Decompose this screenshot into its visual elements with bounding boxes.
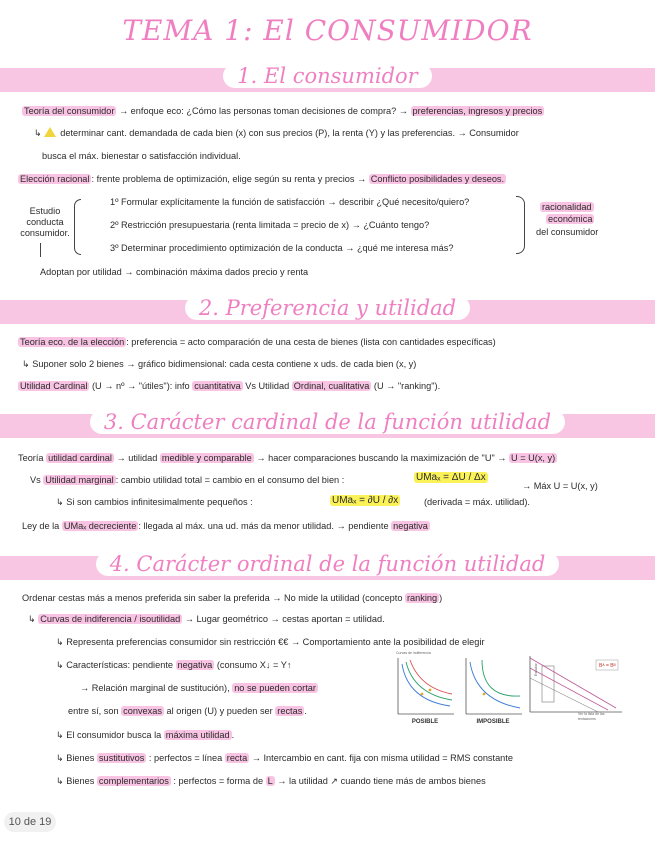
s4-line-5: → Relación marginal de sustitución), no se pueden cortar: [80, 683, 316, 693]
side-note-2: económica: [548, 214, 593, 224]
graph-possible-top: Curvas de indiferencia: [396, 651, 431, 655]
s3-line-1: Teoría utilidad cardinal → utilidad medible y comparable → hacer comparaciones buscando la maximización de "U" → U = U(x, y): [18, 453, 556, 463]
s3-line-4: Ley de la UMaₓ decreciente : llegada al máx. una ud. más da menor utilidad. → pendiente negativa: [22, 521, 428, 531]
graph-possible-svg: [394, 656, 456, 718]
s4-line-4: ↳ Características: pendiente negativa (consumo X↓ = Y↑: [56, 660, 292, 670]
graph-lines-note: Ver la lista de las tentaciones: [578, 712, 605, 721]
s4-line-1: Ordenar cestas más a menos preferida sin saber la preferida → No mide la utilidad (concepto ranking ): [22, 593, 443, 603]
graph-possible-caption: POSIBLE: [411, 719, 439, 725]
s1-adopt: Adoptan por utilidad → combinación máxima dados precio y renta: [40, 267, 309, 277]
s1-line-2: ↳ determinar cant. demandada de cada bien (x) con sus precios (P), la renta (Y) y las preferencias. → Consumidor: [34, 128, 519, 138]
s3-line-2: Vs Utilidad marginal : cambio utilidad total = cambio en el consumo del bien :: [30, 475, 345, 485]
max-utility: → Máx U = U(x, y): [522, 481, 598, 491]
s1-line-1: Teoría del consumidor → enfoque eco: ¿Cómo las personas toman decisiones de compra? → preferencias, ingresos y precios: [24, 106, 543, 116]
s4-line-7: ↳ El consumidor busca la máxima utilidad .: [56, 730, 235, 740]
step-1: 1º Formular explícitamente la función de satisfacción → describir ¿Qué necesito/quiero?: [110, 197, 470, 207]
s2-line-3: Utilidad Cardinal (U → nº → "útiles"): info cuantitativa Vs Utilidad Ordinal, cualitativa (U → "ranking").: [20, 381, 441, 391]
graph-impossible-caption: IMPOSIBLE: [476, 719, 510, 725]
formula-discrete: UMaₓ = ΔU / Δx: [416, 472, 486, 483]
left-brace: [74, 199, 81, 255]
section-4-heading: 4. Carácter ordinal de la función utilidad: [0, 552, 655, 576]
section-3-heading: 3. Carácter cardinal de la función utilidad: [0, 410, 655, 434]
side-note-3: del consumidor: [536, 227, 599, 237]
graph-impossible-svg: [462, 656, 524, 718]
s3-line-3: ↳ Si son cambios infinitesimalmente pequeños :: [56, 497, 253, 507]
s3-derivative-note: (derivada = máx. utilidad).: [424, 497, 530, 507]
graph-lines-tag: Estudiar: [534, 663, 538, 676]
page-indicator: 10 de 19: [4, 812, 56, 832]
section-2-heading: 2. Preferencia y utilidad: [0, 296, 655, 320]
s1-line-3: busca el máx. bienestar o satisfacción individual.: [42, 151, 241, 161]
s2-line-2: ↳ Suponer solo 2 bienes → gráfico bidimensional: cada cesta contiene x uds. de cada bien (x, y): [22, 359, 417, 369]
s4-line-9: ↳ Bienes complementarios : perfectos = forma de L → la utilidad ↗ cuando tiene más de ambos bienes: [56, 776, 486, 786]
right-brace: [516, 196, 525, 254]
s4-line-8: ↳ Bienes sustitutivos : perfectos = línea recta → Intercambio en cant. fija con misma utilidad = RMS constante: [56, 753, 513, 763]
formula-derivative: UMaₓ = ∂U / ∂x: [332, 495, 399, 506]
section-1-heading: 1. El consumidor: [0, 64, 655, 88]
step-3: 3º Determinar procedimiento optimización de la conducta → ¿qué me interesa más?: [110, 243, 454, 253]
warning-icon: [44, 127, 56, 137]
s4-line-6: entre sí, son convexas al origen (U) y pueden ser rectas .: [68, 706, 307, 716]
study-label: Estudio conducta consumidor.: [20, 206, 70, 238]
s2-line-1: Teoría eco. de la elección : preferencia = acto comparación de una cesta de bienes (lista con cantidades específicas): [20, 337, 496, 347]
graph-possible: [394, 656, 456, 718]
step-2: 2º Restricción presupuestaria (renta limitada = precio de x) → ¿Cuánto tengo?: [110, 220, 430, 230]
s4-line-2: ↳ Curvas de indiferencia / isoutilidad → Lugar geométrico → cestas aportan = utilidad.: [28, 614, 385, 624]
down-arrow: [40, 243, 41, 257]
svg-text:Bᴬ = Bᴮ: Bᴬ = Bᴮ: [599, 663, 616, 669]
s1-line-4: Elección racional : frente problema de optimización, elige según su renta y precios → Conflicto posibilidades y deseos.: [20, 174, 505, 184]
graph-impossible: [462, 656, 524, 718]
side-note-1: racionalidad: [542, 202, 592, 212]
s4-line-3: ↳ Representa preferencias consumidor sin restricción €€ → Comportamiento ante la posibilidad de elegir: [56, 637, 485, 647]
page-title: TEMA 1: El CONSUMIDOR: [122, 14, 533, 47]
